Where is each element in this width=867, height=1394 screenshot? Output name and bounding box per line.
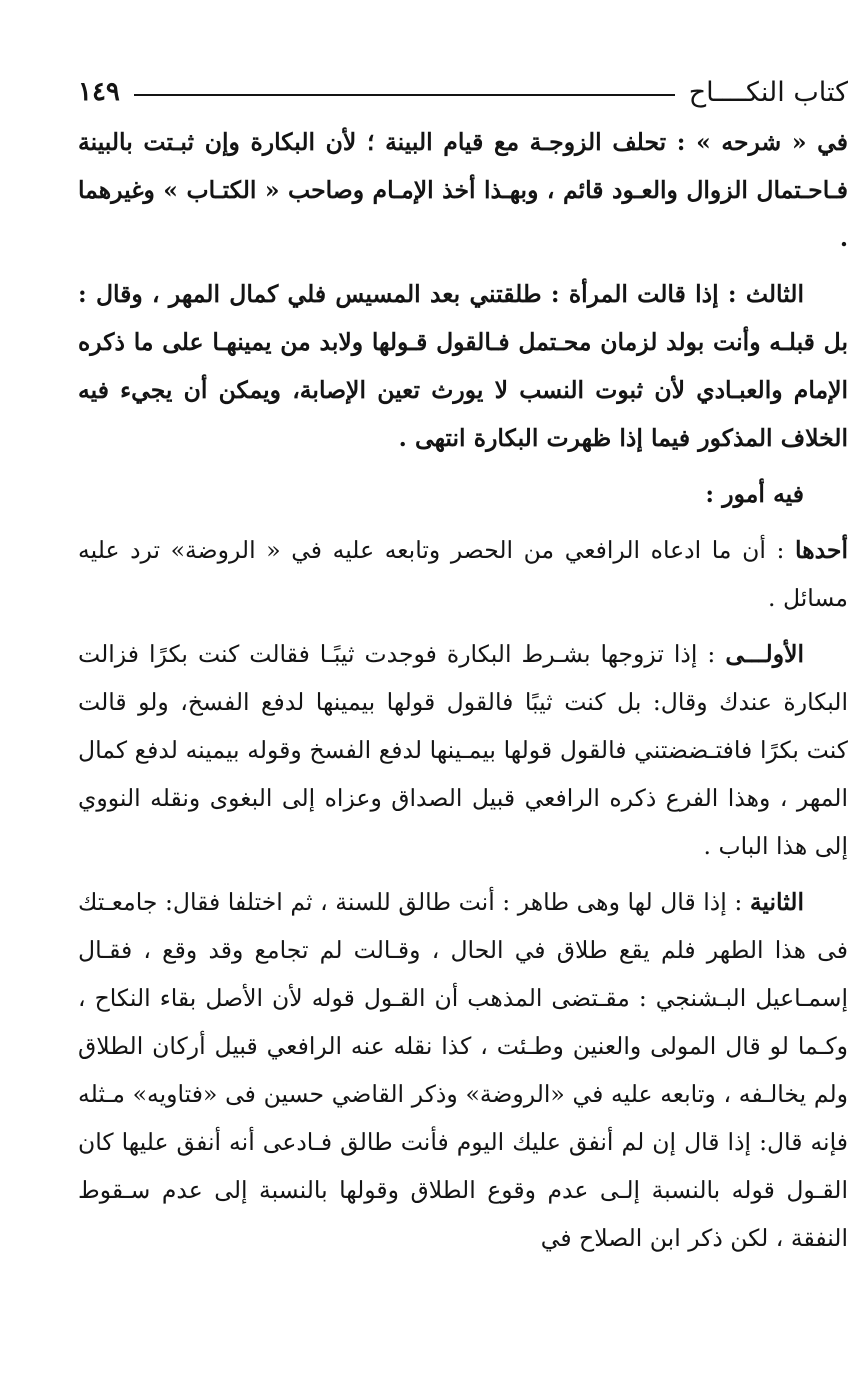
paragraph-1 — [78, 118, 848, 262]
running-title: كتاب النكــــاح — [688, 76, 848, 108]
paragraph-6-label: الثانية — [749, 888, 804, 916]
page-body — [78, 118, 848, 1262]
paragraph-2 — [78, 270, 848, 462]
paragraph-2-text: الثالث : إذا قالت المرأة : طلقتني بعد المسيس فلي كمال المهر ، وقال : بل قبلـه وأنت بولد لزمان محـتمل فـالقول قـولها ولابد من يمينهـا على ما ذكره الإمام والعبـادي لأن ثبوت النسب لا يورث تعين الإصابة، ويمكن أن يجيء فيه الخلاف المذكور فيما إذا ظهرت البكارة انتهى . — [78, 280, 848, 452]
paragraph-5-text: : إذا تزوجها بشـرط البكارة فوجدت ثيبًـا فقالت كنت بكرًا فزالت البكارة عندك وقال: بل كنت ثيبًا فالقول قولها بيمينها لدفع الفسخ، ولو قالت كنت بكرًا فافتـضضتني فالقول قولها بيمـينها لدفع الفسخ وقوله بيمينه لدفع كمال المهر ، وهذا الفرع ذكره الرافعي قبيل الصداق وعزاه إلى البغوى ونقله النووي إلى هذا الباب . — [78, 640, 848, 860]
book-page — [78, 70, 848, 1320]
header-rule — [134, 94, 675, 96]
paragraph-4-text: : أن ما ادعاه الرافعي من الحصر وتابعه عليه في « الروضة» ترد عليه مسائل . — [78, 536, 848, 612]
page-number: ١٤٩ — [78, 77, 120, 107]
paragraph-3-text: فيه أمور : — [705, 480, 804, 508]
paragraph-6 — [78, 878, 848, 1262]
paragraph-5 — [78, 630, 848, 870]
paragraph-3 — [78, 470, 848, 518]
paragraph-4-label: أحدها — [795, 536, 848, 564]
paragraph-5-label: الأولـــى — [725, 640, 804, 668]
paragraph-1-text: في « شرحه » : تحلف الزوجـة مع قيام البينة ؛ لأن البكارة وإن ثبـتت بالبينة فـاحـتمال الزوال والعـود قائم ، وبهـذا أخذ الإمـام وصاحب « الكتـاب » وغيرهما . — [78, 128, 848, 252]
paragraph-4 — [78, 526, 848, 622]
paragraph-6-text: : إذا قال لها وهى طاهر : أنت طالق للسنة ، ثم اختلفا فقال: جامعـتك فى هذا الطهر فلم يقع طلاق في الحال ، وقـالت لم تجامع وقد وقع ، فقـال إسمـاعيل البـشنجي : مقـتضى المذهب أن القـول قوله لأن الأصل بقاء النكاح ، وكـما لو قال المولى والعنين وطـئت ، كذا نقله عنه الرافعي قبيل أركان الطلاق ولم يخالـفه ، وتابعه عليه في «الروضة» وذكر القاضي حسين فى «فتاويه» مـثله فإنه قال: إذا قال إن لم أنفق عليك اليوم فأنت طالق فـادعى أنه أنفق عليها كان القـول قوله بالنسبة إلـى عدم وقوع الطلاق وقولها بالنسبة إلى عدم سـقوط النفقة ، لكن ذكر ابن الصلاح في — [78, 888, 848, 1252]
page-header — [78, 70, 848, 114]
